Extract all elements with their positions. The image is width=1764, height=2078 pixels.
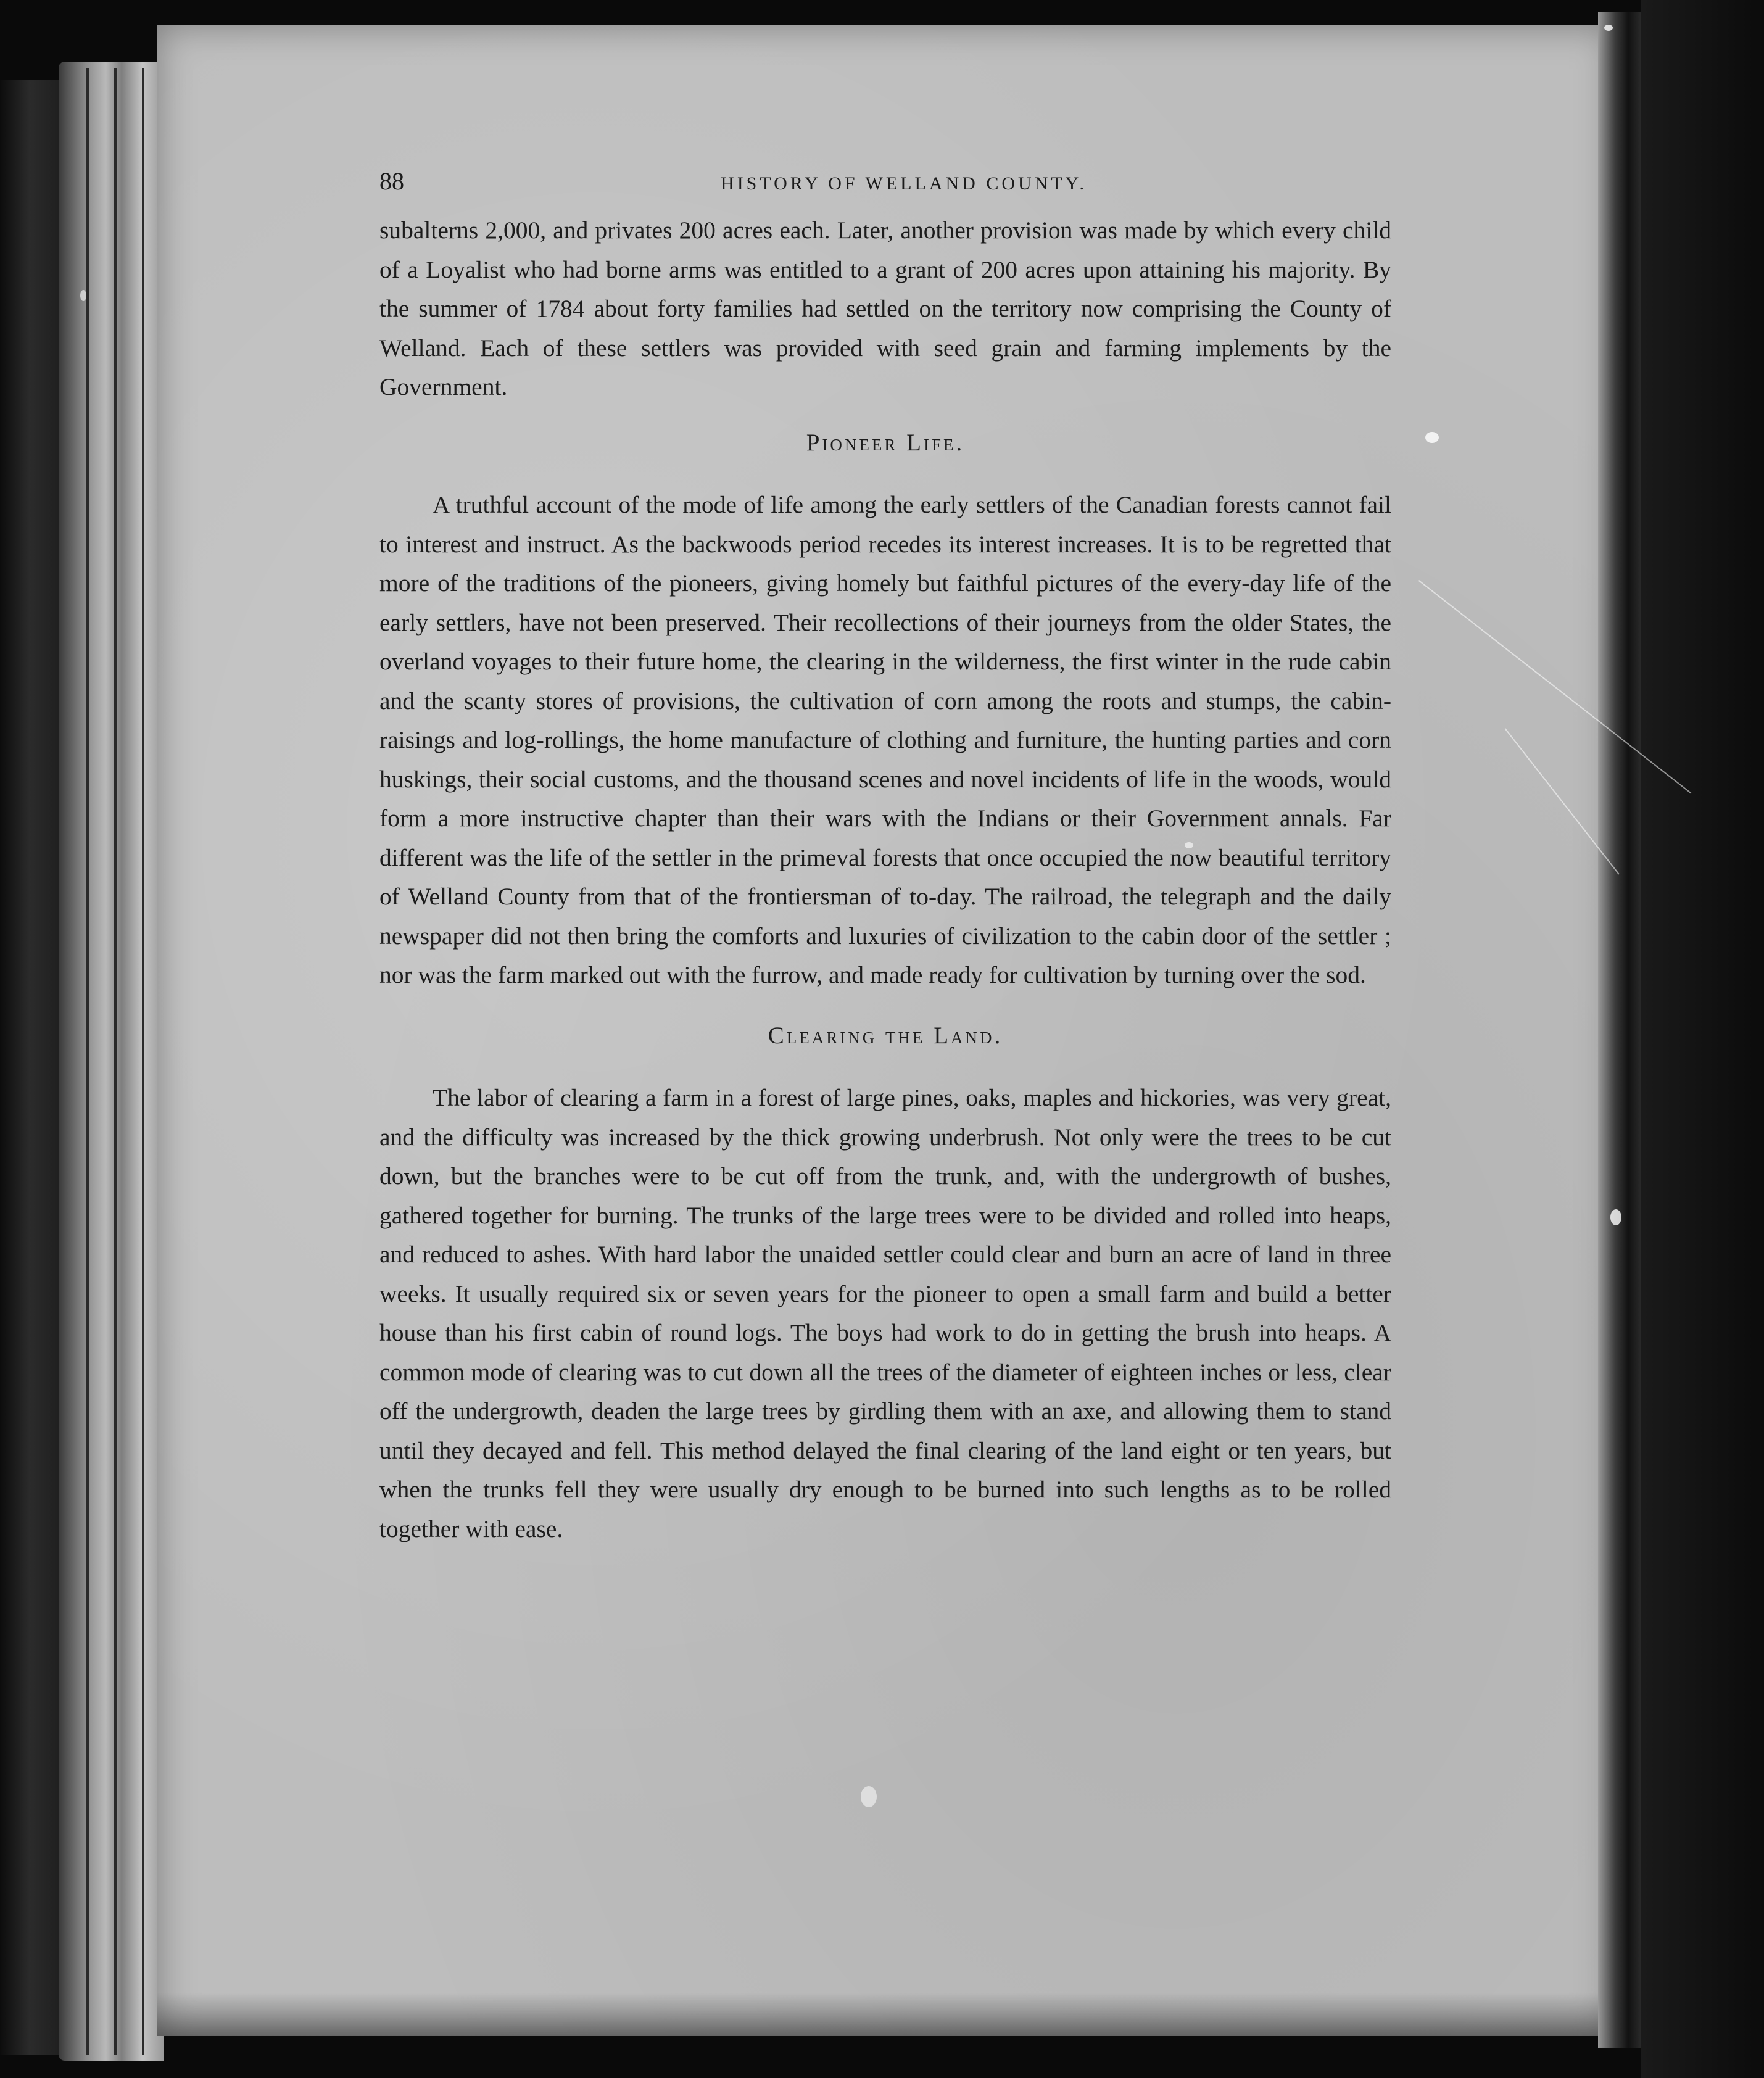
dust-speck — [861, 1786, 877, 1807]
dust-speck — [1610, 1209, 1621, 1225]
book-gutter — [1598, 12, 1641, 2048]
running-head — [379, 162, 1391, 211]
dust-speck — [1604, 25, 1613, 31]
page-edge-line — [114, 68, 117, 2055]
paragraph-opening: subalterns 2,000, and privates 200 acres each. Later, another provision was made by which every child of a Loyalist who had borne arms was entitled to a grant of 200 acres upon attaining his majority. By the summer of 1784 about forty families had settled on the territory now comprising the County of Welland. Each of these settlers was provided with seed grain and farming implements by the Government. — [379, 217, 1391, 400]
heading-pioneer-life: Pioneer Life. — [806, 429, 965, 456]
page-bottom-shadow — [157, 1993, 1613, 2036]
facing-page-edge — [1641, 0, 1764, 2078]
running-title: HISTORY OF WELLAND COUNTY. — [721, 173, 1087, 194]
dust-speck — [1425, 432, 1439, 443]
dust-speck — [80, 290, 86, 301]
page-edges-stack — [59, 62, 164, 2061]
paragraph-pioneer-life: A truthful account of the mode of life among the early settlers of the Canadian forests cannot fail to interest and instruct. As the backwoods period recedes its interest increases. It is to be regretted that more of the traditions of the pioneers, giving homely but faithful pictures of the every-day life of the early settlers, have not been preserved. Their recollections of their journeys from the older States, the overland voyages to their future home, the clearing in the wilderness, the first winter in the rude cabin and the scanty stores of provisions, the cultivation of corn among the roots and stumps, the cabin-raisings and log-rollings, the home manufacture of clothing and furniture, the hunting parties and corn huskings, their social customs, and the thousand scenes and novel incidents of life in the woods, would form a more instructive chapter than their wars with the Indians or their Government annals. Far different was the life of the settler in the primeval forests that once occupied the now beautiful territory of Welland County from that of the frontiersman of to-day. The railroad, the telegraph and the daily newspaper did not then bring the comforts and luxuries of civilization to the cabin door of the settler ; nor was the farm marked out with the furrow, and made ready for cultivation by turning over the sod. — [379, 491, 1391, 988]
page-number: 88 — [379, 167, 404, 195]
page-edge-line — [142, 68, 144, 2055]
heading-clearing-the-land: Clearing the Land. — [768, 1022, 1003, 1049]
page-text-block — [379, 148, 1391, 1549]
page-edge-line — [86, 68, 89, 2055]
paragraph-clearing-the-land: The labor of clearing a farm in a forest of large pines, oaks, maples and hickories, was very great, and the difficulty was increased by the thick growing underbrush. Not only were the trees to be cut down, but the branches were to be cut off from the trunk, and, with the undergrowth of bushes, gathered together for burning. The trunks of the large trees were to be divided and rolled into heaps, and reduced to ashes. With hard labor the unaided settler could clear and burn an acre of land in three weeks. It usually required six or seven years for the pioneer to open a small farm and build a better house than his first cabin of round logs. The boys had work to do in getting the brush into heaps. A common mode of clearing was to cut down all the trees of the diameter of eighteen inches or less, clear off the undergrowth, deaden the large trees by girdling them with an axe, and allowing them to stand until they decayed and fell. This method delayed the final clearing of the land eight or ten years, but when the trunks fell they were usually dry enough to be burned into such lengths as to be rolled together with ease. — [379, 1084, 1391, 1542]
